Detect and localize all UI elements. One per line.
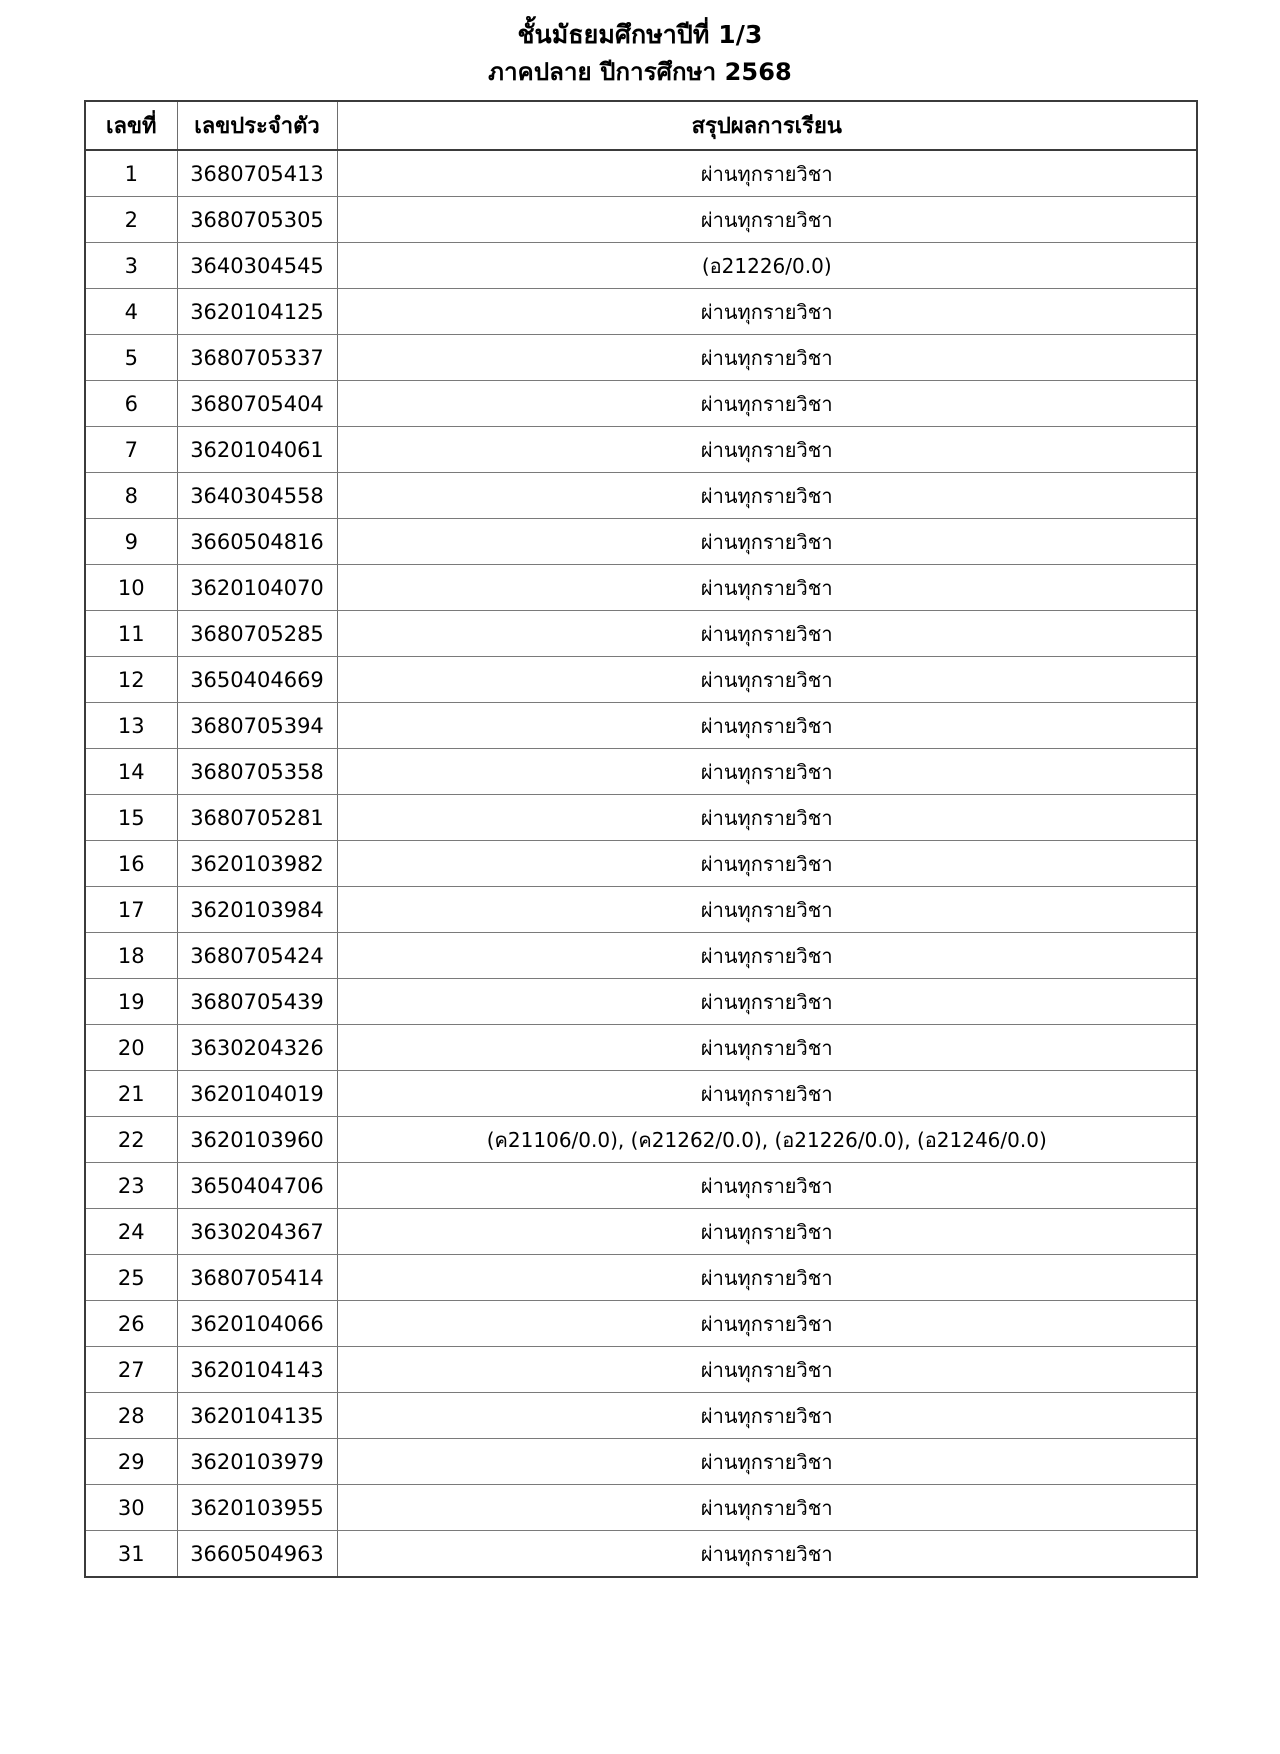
cell-no: 31 <box>85 1531 177 1578</box>
cell-no: 3 <box>85 243 177 289</box>
table-row <box>85 1393 1197 1439</box>
cell-student-id: 3620104135 <box>177 1393 337 1439</box>
table-row <box>85 795 1197 841</box>
table-header-row <box>85 101 1197 150</box>
cell-student-id: 3630204367 <box>177 1209 337 1255</box>
cell-summary: ผ่านทุกรายวิชา <box>337 427 1197 473</box>
table-row <box>85 979 1197 1025</box>
cell-student-id: 3680705394 <box>177 703 337 749</box>
cell-student-id: 3620104061 <box>177 427 337 473</box>
cell-summary: (อ21226/0.0) <box>337 243 1197 289</box>
cell-summary: (ค21106/0.0), (ค21262/0.0), (อ21226/0.0), (อ21246/0.0) <box>337 1117 1197 1163</box>
cell-summary: ผ่านทุกรายวิชา <box>337 1485 1197 1531</box>
table-row <box>85 1531 1197 1578</box>
table-row <box>85 1439 1197 1485</box>
table-row <box>85 1071 1197 1117</box>
cell-no: 10 <box>85 565 177 611</box>
cell-student-id: 3680705413 <box>177 150 337 197</box>
table-row <box>85 1025 1197 1071</box>
cell-summary: ผ่านทุกรายวิชา <box>337 473 1197 519</box>
column-header-student-id: เลขประจำตัว <box>177 101 337 150</box>
table-row <box>85 1117 1197 1163</box>
cell-summary: ผ่านทุกรายวิชา <box>337 381 1197 427</box>
table-row <box>85 243 1197 289</box>
cell-student-id: 3620103955 <box>177 1485 337 1531</box>
table-row <box>85 565 1197 611</box>
cell-no: 27 <box>85 1347 177 1393</box>
cell-summary: ผ่านทุกรายวิชา <box>337 1163 1197 1209</box>
cell-no: 15 <box>85 795 177 841</box>
table-body <box>85 150 1197 1577</box>
table-row <box>85 473 1197 519</box>
cell-student-id: 3620104066 <box>177 1301 337 1347</box>
cell-no: 25 <box>85 1255 177 1301</box>
cell-student-id: 3620104019 <box>177 1071 337 1117</box>
cell-summary: ผ่านทุกรายวิชา <box>337 979 1197 1025</box>
cell-no: 9 <box>85 519 177 565</box>
cell-student-id: 3630204326 <box>177 1025 337 1071</box>
cell-student-id: 3680705424 <box>177 933 337 979</box>
cell-summary: ผ่านทุกรายวิชา <box>337 1393 1197 1439</box>
cell-summary: ผ่านทุกรายวิชา <box>337 1209 1197 1255</box>
cell-summary: ผ่านทุกรายวิชา <box>337 519 1197 565</box>
cell-summary: ผ่านทุกรายวิชา <box>337 887 1197 933</box>
cell-student-id: 3620104125 <box>177 289 337 335</box>
cell-summary: ผ่านทุกรายวิชา <box>337 1071 1197 1117</box>
cell-student-id: 3660504963 <box>177 1531 337 1578</box>
cell-summary: ผ่านทุกรายวิชา <box>337 795 1197 841</box>
cell-no: 4 <box>85 289 177 335</box>
table-row <box>85 657 1197 703</box>
cell-no: 29 <box>85 1439 177 1485</box>
table-row <box>85 887 1197 933</box>
cell-summary: ผ่านทุกรายวิชา <box>337 611 1197 657</box>
cell-student-id: 3680705358 <box>177 749 337 795</box>
column-header-summary: สรุปผลการเรียน <box>337 101 1197 150</box>
cell-no: 14 <box>85 749 177 795</box>
cell-no: 20 <box>85 1025 177 1071</box>
cell-student-id: 3650404669 <box>177 657 337 703</box>
cell-no: 26 <box>85 1301 177 1347</box>
table-row <box>85 841 1197 887</box>
cell-summary: ผ่านทุกรายวิชา <box>337 565 1197 611</box>
cell-summary: ผ่านทุกรายวิชา <box>337 1301 1197 1347</box>
cell-no: 2 <box>85 197 177 243</box>
cell-no: 17 <box>85 887 177 933</box>
cell-no: 23 <box>85 1163 177 1209</box>
cell-student-id: 3680705404 <box>177 381 337 427</box>
cell-no: 21 <box>85 1071 177 1117</box>
cell-student-id: 3660504816 <box>177 519 337 565</box>
cell-student-id: 3620104143 <box>177 1347 337 1393</box>
cell-no: 12 <box>85 657 177 703</box>
cell-summary: ผ่านทุกรายวิชา <box>337 1255 1197 1301</box>
cell-no: 1 <box>85 150 177 197</box>
cell-student-id: 3640304545 <box>177 243 337 289</box>
cell-no: 19 <box>85 979 177 1025</box>
cell-student-id: 3680705285 <box>177 611 337 657</box>
table-row <box>85 197 1197 243</box>
cell-no: 5 <box>85 335 177 381</box>
table-row <box>85 1485 1197 1531</box>
cell-no: 7 <box>85 427 177 473</box>
page-title: ชั้นมัธยมศึกษาปีที่ 1/3 <box>517 20 763 49</box>
table-row <box>85 1209 1197 1255</box>
cell-no: 18 <box>85 933 177 979</box>
cell-student-id: 3620103982 <box>177 841 337 887</box>
cell-student-id: 3620103960 <box>177 1117 337 1163</box>
cell-student-id: 3680705281 <box>177 795 337 841</box>
table-row <box>85 289 1197 335</box>
cell-no: 30 <box>85 1485 177 1531</box>
grade-summary-table <box>84 100 1198 1578</box>
table-row <box>85 1347 1197 1393</box>
cell-summary: ผ่านทุกรายวิชา <box>337 657 1197 703</box>
cell-summary: ผ่านทุกรายวิชา <box>337 1025 1197 1071</box>
cell-student-id: 3640304558 <box>177 473 337 519</box>
cell-student-id: 3680705439 <box>177 979 337 1025</box>
table-row <box>85 381 1197 427</box>
cell-summary: ผ่านทุกรายวิชา <box>337 933 1197 979</box>
table-row <box>85 150 1197 197</box>
table-row <box>85 1301 1197 1347</box>
cell-student-id: 3620103979 <box>177 1439 337 1485</box>
cell-no: 16 <box>85 841 177 887</box>
cell-summary: ผ่านทุกรายวิชา <box>337 1439 1197 1485</box>
cell-student-id: 3680705414 <box>177 1255 337 1301</box>
cell-no: 28 <box>85 1393 177 1439</box>
table-row <box>85 749 1197 795</box>
page-subtitle: ภาคปลาย ปีการศึกษา 2568 <box>488 57 792 86</box>
cell-no: 13 <box>85 703 177 749</box>
table-row <box>85 519 1197 565</box>
cell-summary: ผ่านทุกรายวิชา <box>337 289 1197 335</box>
cell-summary: ผ่านทุกรายวิชา <box>337 1531 1197 1578</box>
cell-no: 24 <box>85 1209 177 1255</box>
cell-student-id: 3650404706 <box>177 1163 337 1209</box>
cell-no: 22 <box>85 1117 177 1163</box>
cell-summary: ผ่านทุกรายวิชา <box>337 197 1197 243</box>
cell-student-id: 3620104070 <box>177 565 337 611</box>
cell-summary: ผ่านทุกรายวิชา <box>337 841 1197 887</box>
table-row <box>85 611 1197 657</box>
table-row <box>85 1255 1197 1301</box>
cell-summary: ผ่านทุกรายวิชา <box>337 749 1197 795</box>
cell-no: 6 <box>85 381 177 427</box>
cell-student-id: 3680705305 <box>177 197 337 243</box>
table-row <box>85 335 1197 381</box>
table-row <box>85 1163 1197 1209</box>
table-row <box>85 703 1197 749</box>
table-row <box>85 427 1197 473</box>
cell-summary: ผ่านทุกรายวิชา <box>337 335 1197 381</box>
table-row <box>85 933 1197 979</box>
cell-student-id: 3620103984 <box>177 887 337 933</box>
cell-no: 11 <box>85 611 177 657</box>
table-header <box>85 101 1197 150</box>
cell-summary: ผ่านทุกรายวิชา <box>337 703 1197 749</box>
cell-summary: ผ่านทุกรายวิชา <box>337 1347 1197 1393</box>
cell-student-id: 3680705337 <box>177 335 337 381</box>
column-header-no: เลขที่ <box>85 101 177 150</box>
cell-summary: ผ่านทุกรายวิชา <box>337 150 1197 197</box>
cell-no: 8 <box>85 473 177 519</box>
